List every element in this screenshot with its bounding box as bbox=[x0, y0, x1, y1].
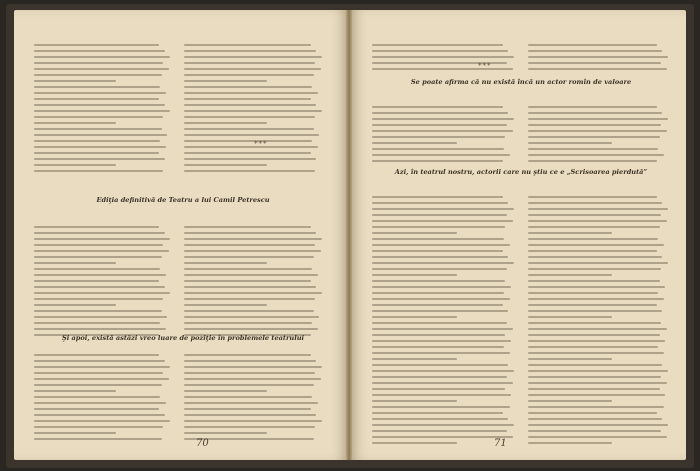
text-line-placeholder bbox=[528, 196, 657, 198]
right-column-lower-left bbox=[372, 196, 514, 448]
left-column-middle-left bbox=[34, 226, 170, 340]
text-line-placeholder bbox=[34, 402, 166, 404]
text-line-placeholder bbox=[184, 268, 312, 270]
left-headline-2: Şi apoi, există astăzi vreo luare de poziţie în problemele teatrului bbox=[61, 334, 305, 342]
left-column-top-right bbox=[184, 44, 322, 176]
text-line-placeholder bbox=[184, 68, 321, 70]
text-line-placeholder bbox=[184, 140, 312, 142]
text-line-placeholder bbox=[34, 232, 165, 234]
text-line-placeholder bbox=[372, 340, 511, 342]
text-line-placeholder bbox=[528, 358, 612, 360]
text-line-placeholder bbox=[184, 170, 315, 172]
text-line-placeholder bbox=[528, 328, 667, 330]
text-line-placeholder bbox=[372, 436, 513, 438]
text-line-placeholder bbox=[184, 366, 322, 368]
text-line-placeholder bbox=[528, 226, 660, 228]
text-line-placeholder bbox=[184, 316, 319, 318]
text-line-placeholder bbox=[184, 244, 315, 246]
text-line-placeholder bbox=[184, 44, 311, 46]
text-line-placeholder bbox=[528, 56, 668, 58]
text-line-placeholder bbox=[528, 148, 658, 150]
text-line-placeholder bbox=[372, 130, 513, 132]
text-line-placeholder bbox=[528, 436, 667, 438]
text-line-placeholder bbox=[34, 262, 116, 264]
text-line-placeholder bbox=[34, 226, 159, 228]
text-line-placeholder bbox=[34, 152, 159, 154]
text-line-placeholder bbox=[372, 358, 457, 360]
text-line-placeholder bbox=[34, 86, 160, 88]
text-line-placeholder bbox=[34, 438, 162, 440]
text-line-placeholder bbox=[372, 412, 503, 414]
text-line-placeholder bbox=[528, 214, 661, 216]
text-line-placeholder bbox=[184, 292, 322, 294]
text-line-placeholder bbox=[184, 62, 315, 64]
text-line-placeholder bbox=[528, 136, 660, 138]
text-line-placeholder bbox=[34, 268, 160, 270]
text-line-placeholder bbox=[34, 408, 159, 410]
text-line-placeholder bbox=[528, 280, 660, 282]
text-line-placeholder bbox=[184, 322, 312, 324]
text-line-placeholder bbox=[34, 304, 116, 306]
text-line-placeholder bbox=[528, 202, 662, 204]
text-line-placeholder bbox=[184, 432, 267, 434]
text-line-placeholder bbox=[34, 366, 170, 368]
text-line-placeholder bbox=[34, 256, 162, 258]
text-line-placeholder bbox=[528, 68, 667, 70]
text-line-placeholder bbox=[34, 396, 160, 398]
text-line-placeholder bbox=[184, 128, 314, 130]
text-line-placeholder bbox=[184, 226, 311, 228]
text-line-placeholder bbox=[184, 310, 314, 312]
text-line-placeholder bbox=[184, 262, 267, 264]
right-separator: *** bbox=[478, 62, 492, 70]
text-line-placeholder bbox=[34, 164, 116, 166]
text-line-placeholder bbox=[528, 142, 612, 144]
text-line-placeholder bbox=[184, 122, 267, 124]
text-line-placeholder bbox=[184, 420, 322, 422]
text-line-placeholder bbox=[184, 98, 311, 100]
text-line-placeholder bbox=[34, 292, 170, 294]
text-line-placeholder bbox=[372, 208, 514, 210]
text-line-placeholder bbox=[184, 158, 316, 160]
text-line-placeholder bbox=[528, 304, 657, 306]
text-line-placeholder bbox=[528, 370, 668, 372]
text-line-placeholder bbox=[528, 424, 668, 426]
text-line-placeholder bbox=[372, 328, 513, 330]
text-line-placeholder bbox=[184, 74, 314, 76]
text-line-placeholder bbox=[528, 394, 665, 396]
text-line-placeholder bbox=[184, 116, 315, 118]
text-line-placeholder bbox=[528, 250, 657, 252]
text-line-placeholder bbox=[372, 442, 457, 444]
text-line-placeholder bbox=[528, 44, 657, 46]
text-line-placeholder bbox=[528, 412, 657, 414]
text-line-placeholder bbox=[372, 112, 508, 114]
text-line-placeholder bbox=[372, 286, 511, 288]
text-line-placeholder bbox=[184, 86, 312, 88]
text-line-placeholder bbox=[528, 160, 657, 162]
text-line-placeholder bbox=[184, 414, 316, 416]
left-column-top-left bbox=[34, 44, 170, 176]
text-line-placeholder bbox=[34, 104, 165, 106]
text-line-placeholder bbox=[184, 372, 315, 374]
text-line-placeholder bbox=[34, 316, 167, 318]
text-line-placeholder bbox=[34, 146, 166, 148]
text-line-placeholder bbox=[372, 220, 513, 222]
text-line-placeholder bbox=[34, 68, 169, 70]
text-line-placeholder bbox=[528, 310, 662, 312]
text-line-placeholder bbox=[528, 262, 668, 264]
right-column-top-left bbox=[372, 44, 514, 74]
text-line-placeholder bbox=[34, 80, 116, 82]
text-line-placeholder bbox=[528, 274, 612, 276]
text-line-placeholder bbox=[528, 238, 658, 240]
text-line-placeholder bbox=[34, 140, 160, 142]
text-line-placeholder bbox=[528, 334, 660, 336]
text-line-placeholder bbox=[528, 376, 661, 378]
text-line-placeholder bbox=[372, 262, 514, 264]
text-line-placeholder bbox=[34, 432, 116, 434]
text-line-placeholder bbox=[184, 232, 316, 234]
text-line-placeholder bbox=[184, 360, 316, 362]
text-line-placeholder bbox=[528, 50, 662, 52]
text-line-placeholder bbox=[34, 74, 162, 76]
right-column-middle-right bbox=[528, 106, 668, 166]
text-line-placeholder bbox=[184, 396, 312, 398]
text-line-placeholder bbox=[34, 286, 165, 288]
text-line-placeholder bbox=[34, 420, 170, 422]
text-line-placeholder bbox=[372, 406, 510, 408]
text-line-placeholder bbox=[372, 316, 457, 318]
text-line-placeholder bbox=[528, 220, 667, 222]
right-headline-2: Azi, în teatrul nostru, actorii care nu ştiu ce e „Scrisoarea pierdută” bbox=[394, 168, 648, 176]
text-line-placeholder bbox=[34, 116, 163, 118]
text-line-placeholder bbox=[372, 196, 503, 198]
text-line-placeholder bbox=[372, 382, 513, 384]
text-line-placeholder bbox=[184, 110, 322, 112]
text-line-placeholder bbox=[372, 418, 508, 420]
text-line-placeholder bbox=[184, 384, 314, 386]
right-headline-1: Se poate afirma că nu există încă un actor romîn de valoare bbox=[410, 78, 632, 86]
text-line-placeholder bbox=[184, 304, 267, 306]
text-line-placeholder bbox=[528, 286, 665, 288]
text-line-placeholder bbox=[528, 298, 664, 300]
text-line-placeholder bbox=[34, 250, 169, 252]
text-line-placeholder bbox=[34, 328, 166, 330]
text-line-placeholder bbox=[34, 426, 163, 428]
text-line-placeholder bbox=[184, 402, 318, 404]
text-line-placeholder bbox=[528, 406, 664, 408]
text-line-placeholder bbox=[34, 238, 170, 240]
text-line-placeholder bbox=[184, 280, 311, 282]
text-line-placeholder bbox=[184, 298, 315, 300]
text-line-placeholder bbox=[372, 142, 457, 144]
text-line-placeholder bbox=[184, 56, 322, 58]
text-line-placeholder bbox=[184, 256, 314, 258]
text-line-placeholder bbox=[34, 122, 116, 124]
text-line-placeholder bbox=[34, 310, 162, 312]
right-column-top-right bbox=[528, 44, 668, 74]
right-column-lower-right bbox=[528, 196, 668, 448]
text-line-placeholder bbox=[372, 202, 508, 204]
text-line-placeholder bbox=[372, 118, 514, 120]
text-line-placeholder bbox=[184, 80, 267, 82]
text-line-placeholder bbox=[34, 280, 159, 282]
text-line-placeholder bbox=[372, 388, 505, 390]
text-line-placeholder bbox=[528, 256, 662, 258]
text-line-placeholder bbox=[372, 250, 503, 252]
text-line-placeholder bbox=[372, 364, 508, 366]
text-line-placeholder bbox=[34, 298, 163, 300]
text-line-placeholder bbox=[372, 44, 503, 46]
text-line-placeholder bbox=[528, 124, 661, 126]
text-line-placeholder bbox=[372, 244, 510, 246]
text-line-placeholder bbox=[528, 322, 661, 324]
text-line-placeholder bbox=[372, 352, 510, 354]
text-line-placeholder bbox=[184, 152, 311, 154]
left-separator: *** bbox=[254, 140, 268, 148]
right-page-number: 71 bbox=[494, 438, 507, 449]
text-line-placeholder bbox=[372, 238, 504, 240]
text-line-placeholder bbox=[34, 134, 167, 136]
text-line-placeholder bbox=[528, 316, 612, 318]
text-line-placeholder bbox=[528, 418, 662, 420]
text-line-placeholder bbox=[34, 384, 162, 386]
text-line-placeholder bbox=[528, 208, 668, 210]
text-line-placeholder bbox=[34, 372, 163, 374]
text-line-placeholder bbox=[528, 346, 658, 348]
text-line-placeholder bbox=[34, 414, 165, 416]
text-line-placeholder bbox=[372, 304, 503, 306]
text-line-placeholder bbox=[372, 160, 503, 162]
text-line-placeholder bbox=[528, 364, 662, 366]
text-line-placeholder bbox=[528, 442, 612, 444]
text-line-placeholder bbox=[372, 232, 457, 234]
text-line-placeholder bbox=[528, 112, 662, 114]
text-line-placeholder bbox=[34, 354, 159, 356]
text-line-placeholder bbox=[528, 232, 612, 234]
text-line-placeholder bbox=[184, 134, 319, 136]
text-line-placeholder bbox=[34, 158, 165, 160]
text-line-placeholder bbox=[372, 280, 505, 282]
text-line-placeholder bbox=[372, 310, 508, 312]
text-line-placeholder bbox=[372, 370, 514, 372]
text-line-placeholder bbox=[184, 104, 316, 106]
text-line-placeholder bbox=[372, 106, 503, 108]
left-column-bottom-right bbox=[184, 354, 322, 444]
text-line-placeholder bbox=[372, 298, 510, 300]
text-line-placeholder bbox=[528, 382, 667, 384]
text-line-placeholder bbox=[528, 62, 661, 64]
text-line-placeholder bbox=[184, 250, 321, 252]
text-line-placeholder bbox=[184, 378, 321, 380]
text-line-placeholder bbox=[184, 274, 318, 276]
text-line-placeholder bbox=[372, 322, 507, 324]
right-column-middle-left bbox=[372, 106, 514, 166]
text-line-placeholder bbox=[34, 360, 165, 362]
text-line-placeholder bbox=[184, 92, 318, 94]
text-line-placeholder bbox=[184, 408, 311, 410]
text-line-placeholder bbox=[372, 292, 504, 294]
text-line-placeholder bbox=[372, 154, 510, 156]
text-line-placeholder bbox=[372, 136, 505, 138]
text-line-placeholder bbox=[372, 148, 504, 150]
text-line-placeholder bbox=[528, 106, 657, 108]
text-line-placeholder bbox=[372, 376, 507, 378]
text-line-placeholder bbox=[372, 346, 504, 348]
text-line-placeholder bbox=[372, 226, 505, 228]
text-line-placeholder bbox=[372, 214, 507, 216]
text-line-placeholder bbox=[184, 50, 316, 52]
left-page-number: 70 bbox=[196, 438, 209, 449]
text-line-placeholder bbox=[528, 130, 667, 132]
text-line-placeholder bbox=[372, 394, 511, 396]
text-line-placeholder bbox=[528, 154, 664, 156]
text-line-placeholder bbox=[184, 426, 315, 428]
text-line-placeholder bbox=[34, 92, 166, 94]
text-line-placeholder bbox=[528, 340, 665, 342]
text-line-placeholder bbox=[528, 244, 664, 246]
text-line-placeholder bbox=[528, 268, 661, 270]
text-line-placeholder bbox=[184, 146, 318, 148]
text-line-placeholder bbox=[372, 50, 508, 52]
text-line-placeholder bbox=[528, 118, 668, 120]
text-line-placeholder bbox=[528, 400, 612, 402]
text-line-placeholder bbox=[372, 268, 507, 270]
left-column-bottom-left bbox=[34, 354, 170, 444]
text-line-placeholder bbox=[184, 238, 322, 240]
text-line-placeholder bbox=[184, 390, 267, 392]
book-gutter bbox=[346, 10, 352, 460]
text-line-placeholder bbox=[528, 388, 660, 390]
text-line-placeholder bbox=[184, 164, 267, 166]
text-line-placeholder bbox=[372, 400, 457, 402]
text-line-placeholder bbox=[34, 170, 163, 172]
left-headline-1: Ediţia definitivă de Teatru a lui Camil Petrescu bbox=[96, 196, 270, 204]
text-line-placeholder bbox=[34, 244, 163, 246]
text-line-placeholder bbox=[184, 286, 316, 288]
text-line-placeholder bbox=[372, 430, 507, 432]
text-line-placeholder bbox=[528, 352, 664, 354]
text-line-placeholder bbox=[372, 274, 457, 276]
text-line-placeholder bbox=[372, 256, 508, 258]
left-column-middle-right bbox=[184, 226, 322, 340]
text-line-placeholder bbox=[34, 98, 159, 100]
text-line-placeholder bbox=[372, 124, 507, 126]
text-line-placeholder bbox=[372, 334, 505, 336]
text-line-placeholder bbox=[34, 62, 163, 64]
text-line-placeholder bbox=[34, 50, 165, 52]
text-line-placeholder bbox=[34, 44, 159, 46]
text-line-placeholder bbox=[34, 274, 166, 276]
text-line-placeholder bbox=[372, 56, 514, 58]
text-line-placeholder bbox=[34, 56, 170, 58]
text-line-placeholder bbox=[528, 292, 658, 294]
text-line-placeholder bbox=[34, 378, 169, 380]
text-line-placeholder bbox=[184, 328, 318, 330]
text-line-placeholder bbox=[528, 430, 661, 432]
text-line-placeholder bbox=[184, 354, 311, 356]
text-line-placeholder bbox=[34, 110, 170, 112]
text-line-placeholder bbox=[34, 390, 116, 392]
text-line-placeholder bbox=[34, 322, 160, 324]
text-line-placeholder bbox=[34, 128, 162, 130]
text-line-placeholder bbox=[372, 424, 514, 426]
